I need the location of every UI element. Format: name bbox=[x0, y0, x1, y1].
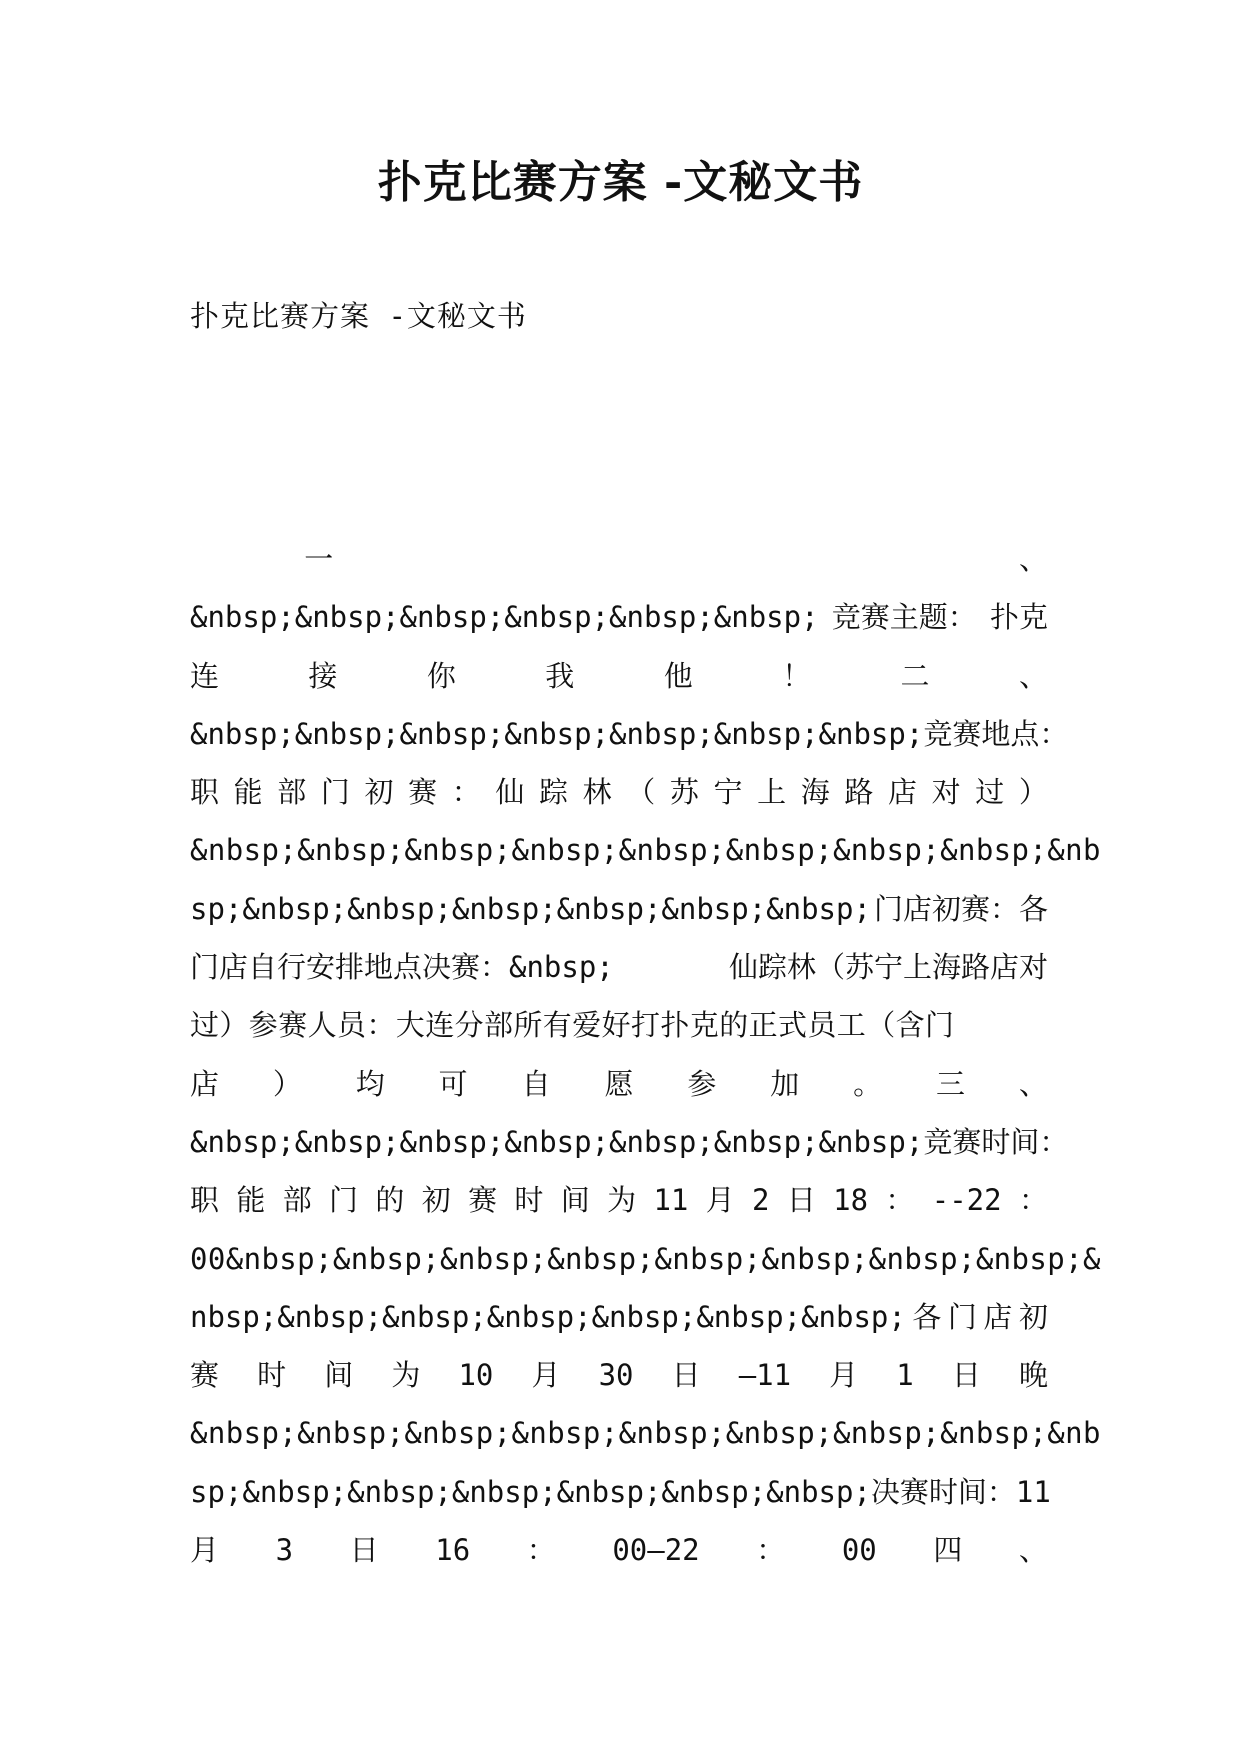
document-body bbox=[190, 530, 1101, 1579]
body-text-segment: 对 bbox=[931, 775, 961, 810]
body-text-segment: 赛 bbox=[408, 775, 438, 810]
body-text-segment: 门 bbox=[329, 1183, 359, 1218]
body-line bbox=[190, 647, 1048, 705]
body-text-segment: 二 bbox=[900, 658, 930, 693]
body-text-segment: 初 bbox=[364, 775, 394, 810]
body-line bbox=[190, 588, 1048, 646]
body-text-segment: 、 bbox=[1018, 1533, 1048, 1568]
body-text-segment: &nbsp;&nbsp;&nbsp;&nbsp;&nbsp;&nbsp;&nbsp;&nbsp;&nb bbox=[190, 1416, 1101, 1451]
body-text-segment: 初 bbox=[1018, 1299, 1048, 1334]
body-text-segment: 店 bbox=[190, 1066, 220, 1101]
body-text-segment: 店 bbox=[983, 1299, 1013, 1334]
body-line bbox=[190, 1113, 1069, 1171]
body-text-segment: 、 bbox=[1018, 542, 1048, 576]
body-line bbox=[190, 821, 1101, 879]
body-text-segment: 你 bbox=[426, 658, 456, 693]
body-text-segment: 日 bbox=[786, 1183, 816, 1218]
body-text-segment: 仙 bbox=[495, 775, 525, 810]
body-line bbox=[190, 880, 1048, 938]
body-text-segment: 月 bbox=[190, 1533, 220, 1568]
body-line bbox=[190, 1288, 1048, 1346]
body-text-segment: 为 bbox=[391, 1358, 421, 1393]
body-text-segment: sp;&nbsp;&nbsp;&nbsp;&nbsp;&nbsp;&nbsp; bbox=[190, 1474, 871, 1509]
body-text-segment: 愿 bbox=[604, 1066, 634, 1101]
body-text-segment: 上 bbox=[757, 775, 787, 810]
body-line bbox=[190, 530, 1048, 588]
body-text-segment: 10 bbox=[458, 1358, 494, 1393]
body-text-segment: sp;&nbsp;&nbsp;&nbsp;&nbsp;&nbsp;&nbsp; bbox=[190, 891, 871, 926]
body-text-segment: 00—22 bbox=[612, 1533, 700, 1568]
body-text-segment: 海 bbox=[800, 775, 830, 810]
body-text-segment: 路 bbox=[844, 775, 874, 810]
body-line bbox=[190, 938, 1048, 996]
body-text-segment: 自 bbox=[521, 1066, 551, 1101]
body-text-segment: 竞赛主题： bbox=[831, 600, 977, 635]
body-text-segment: 门 bbox=[947, 1299, 977, 1334]
body-line bbox=[190, 1171, 1048, 1229]
body-text-segment: 能 bbox=[233, 775, 263, 810]
body-text-segment: 、 bbox=[1018, 1066, 1048, 1101]
body-text-segment: &nbsp;&nbsp;&nbsp;&nbsp;&nbsp;&nbsp;&nbsp; bbox=[190, 1124, 924, 1159]
body-text-segment: 30 bbox=[598, 1358, 634, 1393]
body-text-segment: 00&nbsp;&nbsp;&nbsp;&nbsp;&nbsp;&nbsp;&nbsp;&nbsp;& bbox=[190, 1241, 1101, 1276]
body-text-segment: 过 bbox=[975, 775, 1005, 810]
body-text-segment: 职 bbox=[190, 1183, 220, 1218]
body-text-segment: 16 bbox=[435, 1533, 471, 1568]
body-text-segment: 扑克 bbox=[989, 600, 1048, 635]
body-text-segment: 的 bbox=[375, 1183, 405, 1218]
body-line bbox=[190, 763, 1048, 821]
body-line bbox=[190, 1463, 1051, 1521]
body-text-segment: 四 bbox=[933, 1533, 963, 1568]
body-line bbox=[190, 1346, 1048, 1404]
body-text-segment: 。 bbox=[853, 1066, 883, 1101]
body-text-segment: 接 bbox=[308, 658, 338, 693]
body-text-segment: &nbsp;&nbsp;&nbsp;&nbsp;&nbsp;&nbsp;&nbsp;&nbsp;&nb bbox=[190, 833, 1101, 868]
body-text-segment: 间 bbox=[560, 1183, 590, 1218]
body-text-segment: 三 bbox=[936, 1066, 966, 1101]
body-text-segment: 加 bbox=[770, 1066, 800, 1101]
body-text-segment: 初 bbox=[421, 1183, 451, 1218]
body-text-segment: ！ bbox=[782, 658, 812, 693]
body-text-segment: 部 bbox=[282, 1183, 312, 1218]
body-text-segment: nbsp;&nbsp;&nbsp;&nbsp;&nbsp;&nbsp;&nbsp; bbox=[190, 1299, 906, 1334]
body-text-segment: ） bbox=[272, 1066, 302, 1101]
body-line bbox=[190, 1521, 1048, 1579]
body-text-segment: 月 bbox=[705, 1183, 735, 1218]
body-text-segment: ） bbox=[1018, 775, 1048, 810]
body-text-segment: 赛 bbox=[190, 1358, 220, 1393]
body-text-segment: 他 bbox=[663, 658, 693, 693]
body-text-segment: 间 bbox=[324, 1358, 354, 1393]
body-text-segment: ： bbox=[451, 775, 481, 810]
body-text-segment: 00 bbox=[841, 1533, 877, 1568]
body-text-segment: （ bbox=[626, 775, 656, 810]
body-text-segment: 日 bbox=[951, 1358, 981, 1393]
body-text-segment: 能 bbox=[236, 1183, 266, 1218]
body-line bbox=[190, 705, 1069, 763]
body-text-segment: 1 bbox=[896, 1358, 914, 1393]
body-text-segment: ： bbox=[756, 1533, 786, 1568]
body-text-segment: 职 bbox=[190, 775, 220, 810]
document-subtitle: 扑克比赛方案 -文秘文书 bbox=[190, 299, 527, 333]
body-text-segment: &nbsp;&nbsp;&nbsp;&nbsp;&nbsp;&nbsp;&nbsp; bbox=[190, 716, 924, 751]
body-text-segment: 林 bbox=[582, 775, 612, 810]
body-text-segment: 为 bbox=[607, 1183, 637, 1218]
body-text-segment: 日 bbox=[671, 1358, 701, 1393]
body-text-segment: 均 bbox=[355, 1066, 385, 1101]
body-text-segment: 、 bbox=[1018, 658, 1048, 693]
body-text-segment: 门店初赛：各 bbox=[873, 891, 1048, 926]
body-text-segment: 部 bbox=[277, 775, 307, 810]
body-text-segment: 2 bbox=[752, 1183, 770, 1218]
body-line bbox=[190, 996, 1048, 1054]
body-text-segment: 宁 bbox=[713, 775, 743, 810]
body-line bbox=[190, 1055, 1048, 1113]
body-text-segment: 月 bbox=[829, 1358, 859, 1393]
document-title: 扑克比赛方案 -文秘文书 bbox=[377, 157, 864, 208]
body-text-segment: 11 bbox=[653, 1183, 689, 1218]
body-text-segment: 参 bbox=[687, 1066, 717, 1101]
body-text-segment: --22 bbox=[931, 1183, 1002, 1218]
body-text-segment: 3 bbox=[275, 1533, 294, 1568]
body-text-segment: 过）参赛人员：大连分部所有爱好打扑克的正式员工（含门 bbox=[190, 1008, 955, 1043]
body-text-segment: 决赛时间：11 bbox=[870, 1474, 1051, 1509]
body-text-segment: ： bbox=[526, 1533, 556, 1568]
body-text-segment: 竞赛时间： bbox=[923, 1124, 1069, 1159]
body-text-segment: 踪 bbox=[539, 775, 569, 810]
body-text-segment: 仙踪林（苏宁上海路店对 bbox=[728, 950, 1048, 985]
body-text-segment: ： bbox=[885, 1183, 915, 1218]
body-text-segment: 各 bbox=[912, 1299, 942, 1334]
body-text-segment: 赛 bbox=[468, 1183, 498, 1218]
body-text-segment: 连 bbox=[190, 658, 220, 693]
body-text-segment: 门 bbox=[320, 775, 350, 810]
body-line bbox=[190, 1404, 1101, 1462]
body-text-segment: —11 bbox=[738, 1358, 792, 1393]
body-text-segment: 时 bbox=[514, 1183, 544, 1218]
body-text-segment: 晚 bbox=[1018, 1358, 1048, 1393]
body-text-segment: 店 bbox=[888, 775, 918, 810]
body-text-segment: 月 bbox=[531, 1358, 561, 1393]
body-text-segment: 日 bbox=[349, 1533, 379, 1568]
body-text-segment: 时 bbox=[257, 1358, 287, 1393]
body-text-segment: 可 bbox=[438, 1066, 468, 1101]
body-text-segment: 门店自行安排地点决赛：&nbsp; bbox=[190, 950, 614, 985]
body-text-segment: 一 bbox=[304, 542, 334, 576]
body-text-segment: 苏 bbox=[669, 775, 699, 810]
body-line bbox=[190, 1230, 1101, 1288]
body-text-segment: ： bbox=[1018, 1183, 1048, 1218]
body-text-segment: 18 bbox=[833, 1183, 869, 1218]
body-text-segment: &nbsp;&nbsp;&nbsp;&nbsp;&nbsp;&nbsp; bbox=[190, 600, 819, 635]
body-text-segment: 我 bbox=[545, 658, 575, 693]
body-text-segment: 竞赛地点： bbox=[923, 716, 1069, 751]
